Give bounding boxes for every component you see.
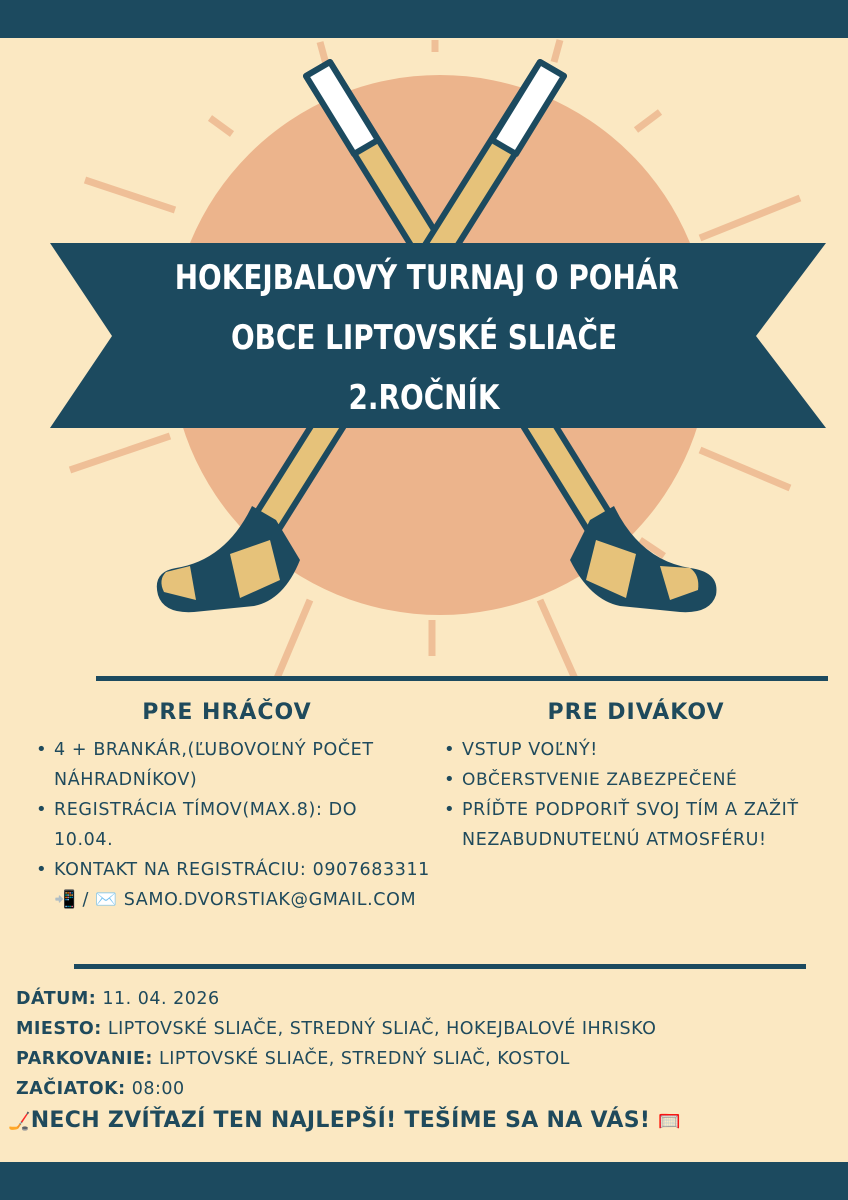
place-row	[16, 1014, 836, 1044]
players-heading: PRE HRÁČOV	[142, 700, 312, 725]
title-block	[174, 248, 679, 428]
start-row	[16, 1074, 836, 1104]
players-column	[32, 700, 432, 915]
divider-top	[96, 676, 828, 681]
title-line-1: HOKEJBALOVÝ TURNAJ O POHÁR	[174, 258, 679, 298]
list-item: • 4 + BRANKÁR,(ĽUBOVOĽNÝ POČET NÁHRADNÍKOV)	[32, 735, 394, 795]
date-row	[16, 984, 836, 1014]
parking-value: LIPTOVSKÉ SLIAČE, STREDNÝ SLIAČ, KOSTOL	[152, 1049, 570, 1069]
title-line-3: 2.ROČNÍK	[348, 378, 500, 418]
title-line-2: OBCE LIPTOVSKÉ SLIAČE	[230, 318, 618, 358]
place-label: MIESTO:	[16, 1019, 102, 1039]
list-item: • KONTAKT NA REGISTRÁCIU: 0907683311📲 / ✉️ SAMO.DVORSTIAK@GMAIL.COM	[32, 855, 444, 915]
list-item: • OBČERSTVENIE ZABEZPEČENÉ	[440, 765, 840, 795]
start-label: ZAČIATOK:	[16, 1079, 126, 1099]
hockey-emoji-icon: 🏒	[8, 1111, 31, 1132]
closing-line	[8, 1108, 848, 1133]
goal-emoji-icon: 🥅	[658, 1111, 681, 1132]
event-details	[16, 984, 836, 1104]
date-label: DÁTUM:	[16, 989, 97, 1009]
date-value: 11. 04. 2026	[96, 989, 220, 1009]
list-item: • REGISTRÁCIA TÍMOV(MAX.8): DO 10.04.	[32, 795, 400, 855]
parking-row	[16, 1044, 836, 1074]
spectators-column	[440, 700, 840, 855]
spectators-list	[440, 735, 840, 855]
parking-label: PARKOVANIE:	[16, 1049, 153, 1069]
divider-bottom	[74, 964, 806, 969]
place-value: LIPTOVSKÉ SLIAČE, STREDNÝ SLIAČ, HOKEJBALOVÉ IHRISKO	[101, 1019, 657, 1039]
players-list	[32, 735, 432, 915]
closing-text: NECH ZVÍŤAZÍ TEN NAJLEPŠÍ! TEŠÍME SA NA VÁS!	[30, 1108, 651, 1133]
list-item: • PRÍĎTE PODPORIŤ SVOJ TÍM A ZAŽIŤ NEZABUDNUTEĽNÚ ATMOSFÉRU!	[440, 795, 812, 855]
list-item: • VSTUP VOĽNÝ!	[440, 735, 840, 765]
spectators-heading: PRE DIVÁKOV	[547, 700, 725, 725]
start-value: 08:00	[125, 1079, 185, 1099]
bottom-bar	[0, 1162, 848, 1200]
